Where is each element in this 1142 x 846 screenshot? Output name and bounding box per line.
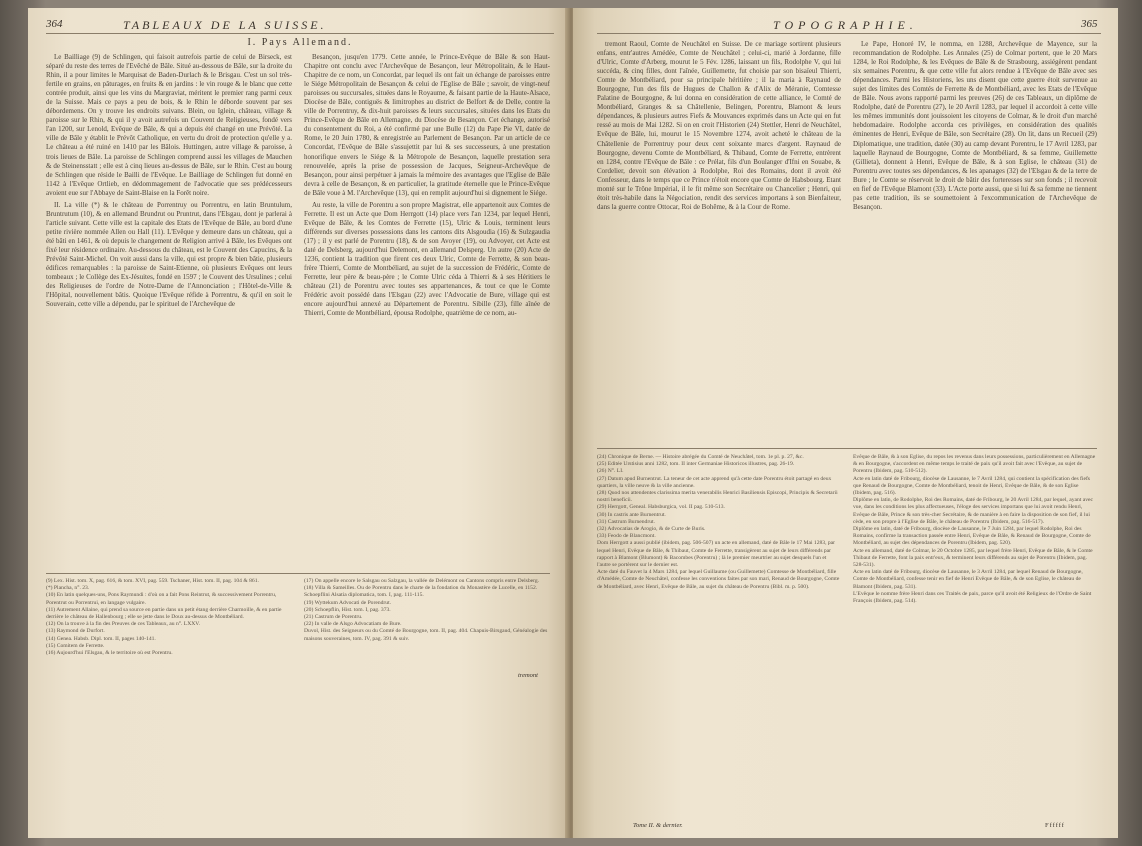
footnote: Acte daté du Fauvet la 4 Mars 1284, par lequel Guillaume (ou Guillemette) Comtesse de Montbéliard, fille d'Amédée, Comte de Neuchâtel, confesse les conventions faites par son mari, Renaud de Bourgogne, Comte de Montbéliard, avec Henri, Evêque de Bâle, au sujet du château de Porentru (Bibl. m. p. 500). bbox=[597, 569, 840, 590]
left-folio: 364 bbox=[46, 18, 63, 30]
header-rule bbox=[46, 33, 554, 34]
left-page bbox=[28, 8, 569, 838]
paragraph: tremont Raoul, Comte de Neuchâtel en Suisse. De ce mariage sortirent plusieurs enfans, entr'autres Amédée, Comte de Neuchâtel ; celui-ci, marié à Jordanne, fille d'Ulric, Comte d'Arberg, mourut le 5 Fév. 1286, laissant un fils, Rodolphe V, qui lui succéda, & cinq filles, dont l'aînée, Guillemette, fut choisie par son bisaïeul Thierri, Comte de Montbéliard, pour sa principale héritière ; il la maria à Raynaud de Bourgogne, l'un des fils de Hugues de Challon & d'Alix de Méranie, Comtesse Palatine de Bourgogne, & lui donna en considération de cette alliance, le Comté de Montbéliard, Granges & sa Châtellenie, Belingen, Porentru, Blamont & leurs dépendances, & plusieurs autres Fiefs & Mouvances exprimés dans un Acte qui en fut ressé au mois de Mai 1282. Si on en croit l'Historien (24) Stettler, Henri de Neuchâtel, Evêque de Bâle, lui, mourut le 15 Novembre 1274, avoit acheté le château de la Châtellenie de Porrentruy pour deux cent soixante marcs d'argent. Raynaud de Bourgogne, devenu Comte de Montbéliard, & Thibaud, Comte de Ferrette, entrèrent en 1284, contre l'Evêque de Bâle : ce Prélat, fils d'un Boulanger d'Ifni en Souabe, & Cordelier, devoit son élévation à Rodolphe, Roi des Romains, dont il avoit été Confesseur, dans le temps que ce Prince n'étoit encore que Comte de Habsbourg. Etant monté sur le Trône Impérial, il le fit même son Secrétaire ou Chancelier ; Henri, qui étoit très-habile dans la Négociation, rendit des services importans à son Bienfaiteur, dans la guerre contre Ottocar, Roi de Bohême, & à la Cour de Rome. bbox=[597, 40, 841, 211]
left-column-2 bbox=[304, 53, 550, 565]
section-title: I. Pays Allemand. bbox=[247, 37, 353, 48]
right-folio: 365 bbox=[1081, 18, 1098, 30]
footnote: (30) In castris ante Burnentrut. bbox=[597, 511, 666, 518]
footnote: (27) Datum apud Burnentrut. La teneur de cet acte apprend qu'à cette date Porentru étoit partagé en deux quartiers, la ville neuve & la ville ancienne. bbox=[597, 475, 832, 489]
catchword: tremont bbox=[518, 672, 538, 679]
right-footnotes-1 bbox=[597, 454, 841, 814]
footnote: (22) In valle de Alsgo Advocatiam de Bure. bbox=[304, 621, 402, 628]
footnote: Acte en allemand, daté de Colmar, le 20 Octobre 1285, par lequel frère Henri, Evêque de Bâle, & le Comte Thibaut de Ferrette, font la paix entr'eux, & terminent leurs différends au sujet de Porentru (Ibidem, pag. 528-531). bbox=[853, 547, 1093, 569]
footnote: Diplôme en latin, daté de Fribourg, diocèse de Lausanne, le 7 Juin 1284, par lequel Rodolphe, Roi des Romains, confirme la transaction passée entre Henri, Evêque de Bâle, & Renaud de Bourgogne, Comte de Montbéliard, au sujet des dépendances de Porentru (Ibidem, pag. 520). bbox=[853, 526, 1091, 547]
footnote: Dom Herrgott a aussi publié (ibidem, pag. 506-507) un acte en allemand, daté de Bâle le 17 Mai 1283, par lequel Henri, Evêque de Bâle, & Thibaut, Comte de Ferrette, transigèrent au sujet de leurs différends par rapport à Blamont (Blumont) & Bacombes (Porentru) ; là le premier meurtrier au sujet desquels l'un et l'autre se portèrent sur le dernier est. bbox=[597, 540, 836, 569]
paragraph: II. La ville (*) & le château de Porrentruy ou Porrentru, en latin Bruntulum, Bruntrutum (10), & en allemand Brundrut ou Pruntrut, dans l'Elsgau, dont je parlerai à l'article suivant. Cette ville est la capitale des Etats de l'Evêque de Bâle, au bord d'une petite rivière nommée Allen ou Hall (11). L'Evêque y demeure dans un château, qui a été bâti en 1461, & où depuis le changement de Religion arrivé à Bâle, les Evêques ont fixé leur résidence ordinaire. Au-dessous du château, est le Couvent des Capucins, & la Prévôté Saint-Michel. On voit aussi dans la ville, qui est propre & bien bâtie, plusieurs édifices remarquables : la paroisse de Saint-Etienne, où plusieurs Evêques ont leurs tombeaux ; le Collège des Ex-Jésuites, fondé en 1597 ; le Couvent des Ursulines ; celui des Religieuses de l'ordre de Notre-Dame de l'Annonciation ; l'Hôtel-de-Ville & l'Hôpital, nouvellement bâtis. Quoique l'Evêque réfide à Porrentru, & qu'il en soit le Souverain, cette ville a dépendu, par le spirituel de l'Archevêque de bbox=[46, 200, 292, 309]
left-footnotes-2 bbox=[304, 578, 550, 668]
footnote: (33) Feodo de Blancmont. bbox=[597, 533, 656, 540]
footnote: (26) N°. LI. bbox=[597, 468, 624, 475]
footnote: (24) Chronique de Berne. — Histoire abrégée du Comté de Neuchâtel, tom. 1e pl. p. 27, &c. bbox=[597, 454, 804, 460]
footnote: Duvol, Hist. des Seigneurs ou du Comté de Bourgogne, tom. II, pag. 404. Chapuis-Birsgaud, Généalogie des maisons souveraines, tom. IV, pag. 391 & suiv. bbox=[304, 628, 548, 642]
footnote: (25) Editée Urstisius anni 1282, tom. II inter Germaniae Historicos illustres, pag. 26-19. bbox=[597, 461, 795, 468]
footnote: Schoepflini Alsatia diplomatica, tom. I, pag. 111-115. bbox=[304, 592, 424, 599]
right-footnotes-2 bbox=[853, 454, 1097, 814]
paragraph: Au reste, la ville de Porentru a son propre Magistrat, elle appartenoit aux Comtes de Ferrette. Il est un Acte que Dom Herrgott (14) place vers l'an 1234, par lequel Henri, Evêque de Bâle, & les Comtes de Ferrette (15), Ulric & Louis, terminent leurs différends sur diverses possessions dans les cantons dits Alsgoudia (16) & Sulzgaudia (17) ; il y est parlé de Porentru (18), & de son Avoyer (19), ou Advoyer, cet Acte est daté de Delsberg, aujourd'hui Delemont, en allemand Delsperg. Un autre (20) Acte de 1236, contient la tradition que firent ces deux Ulric, Comte de Ferrette, & son beau-frère Thierri, Comte de Montbéliard, au sujet de la succession de Frédéric, Comte de Ferrette, leur père & beau-père ; le Comte Ulric céda à Thierri & à ses Héritiers le château (21) de Porentru avec toutes ses appartenances, & tout ce que le Comte Frédéric avoit possédé dans l'Elsgau (22) avec l'Advocatie de Bure, village qui est encore aujourd'hui annexé au Département de Porentru. Sibille (23), fille aînée de Thierri, Comte de Montbéliard, épousa Rodolphe, quatrième de ce nom, au- bbox=[304, 200, 550, 318]
right-column-2 bbox=[853, 40, 1097, 440]
footnote-rule bbox=[46, 573, 550, 574]
footnote: (16) Aujourd'hui l'Elsgau, & le territoire où est Porentru. bbox=[46, 650, 173, 657]
footnote: (18) Villa & Sameilles. Ou de Porentru dans le charte de la fondation du Monastère de Lucelle, en 1152. bbox=[304, 585, 538, 592]
footnote: Acte en latin daté de Fribourg, diocèse de Lausanne, le 3 Avril 1284, par lequel Renaud de Bourgogne, Comte de Montbéliard, confesse tenir en fief de Henri Evêque de Bâle, & de son Eglise, le château de Blamont (Ibidem, pag. 531). bbox=[853, 569, 1083, 590]
footnote: (17) On appelle encore le Salsgau ou Salzgau, la vallée de Delémont ou Cantons compris entre Delsberg. bbox=[304, 578, 540, 584]
footnote: (11) Autrement Allaine, qui prend sa source en partie dans un petit étang derrière Charmoille, & en partie derrière le château de Hallenbourg ; elle se jette dans le Doux au-dessus de Montbéliard. bbox=[46, 606, 282, 621]
left-footnotes-1 bbox=[46, 578, 292, 668]
footnote: (19) Wyttekum Advocati de Porendrut. bbox=[304, 599, 392, 606]
paragraph: Le Bailliage (9) de Schlingen, qui faisoit autrefois partie de celui de Birseck, est séparé du reste des terres de l'Evêché de Bâle. Situé au-dessous de Bâle, sur la droite du Rhin, il a pour limites le Marquisat de Baden-Durlach & le Brisgau. C'est un sol très-fertile en grains, en pâturages, en fruits & en jardins : le vin rouge & le blanc que cette contrée produit, ainsi que les vins du Margraviat, méritent le premier rang parmi ceux de la Suisse. Mais ce pays a peu de bois, & le Rhin le déborde souvent par ses débordemens. On y trouve les endroits suivans. Blein, ou Iglein, château, village & paroisse sur le Rhin, & qui il y avoit autrefois un Couvent de Religieuses, fondé vers l'an 1200, sur Lenold, Evêque de Bâle, & qui a depuis été changé en une Prévôté. La ville de Bâle y établit le Prévôt Catholique, en vertu du droit de protection qu'elle y a. Le château a été ruiné en 1410 par les Bâlois. Huttingen, autre village & paroisse, à trois lieues de Bâle. La paroisse de Schlingen comprend aussi les villages de Mauchen & de Steinensstatt ; elle est à cinq lieues au-dessus de Bâle, sur le Rhin. C'est au bourg de Schlingen que réside le Bailli de l'Evêque. Le Bailliage de Schlingen fut donné en 1142 à l'Evêque Ortlieb, en dédommagement de l'advocatie que ses prédécesseurs avoient eue sur l'Abbaye de Saint-Blaise en la Forêt noire. bbox=[46, 53, 292, 197]
left-column-1 bbox=[46, 53, 292, 565]
footnote: (28) Quod nos attendentes clarissima merita venerabilis Henrici Basiliensis Episcopi, Principis & Secretarii nostri beneficii. bbox=[597, 490, 838, 504]
footnote: (*) Plancha, n°. 23. bbox=[46, 585, 90, 592]
footnote: (29) Herrgott, Geneal. Habsburgica, vol. II pag. 510-513. bbox=[597, 504, 725, 511]
right-column-1 bbox=[597, 40, 841, 440]
footnote: (32) Advocatias de Arogio, & de Curte de Buris. bbox=[597, 526, 706, 533]
right-running-head: TOPOGRAPHIE. bbox=[773, 18, 918, 32]
footnote: Evêque de Bâle, & à son Eglise, du repos les revenus dans leurs possessions, particulièrement en Allemagne & en Bourgogne, s'accordent en même temps le traité de paix qu'il avoit fait avec l'Evêque, au sujet de Porentru (Ibidem, pag. 510-512). bbox=[853, 454, 1096, 475]
footnote: L'Evêque le nomme frère Henri dans ces Traités de paix, parce qu'il avoit été Religieux de l'Ordre de Saint François (Ibidem, pag. 514). bbox=[853, 590, 1092, 605]
footnote: (14) Genea. Habsb. Dipl. tom. II, pages 140-141. bbox=[46, 635, 156, 642]
volume-line: Tome II. & dernier. bbox=[633, 822, 683, 829]
footnote: (12) On la trouve à la fin des Preuves de ces Tableaux, au n°. LXXV. bbox=[46, 621, 201, 628]
left-running-head: TABLEAUX DE LA SUISSE. bbox=[123, 18, 327, 32]
footnote: (20) Schoepflin, Hist. tom. I, pag. 373. bbox=[304, 606, 391, 613]
footnote-rule bbox=[597, 448, 1097, 449]
footnote: (10) En latin quelques-uns, Pons Raymundi : d'où on a fait Pons Reintrut, & successivement Porrentru, Porentrut ou Porrentrui, en langage vulgaire. bbox=[46, 592, 277, 606]
footnote: (9) Lex. Hist. tom. X, pag. 616, & tom. XVI, pag. 559. Tschaner, Hist. tom. II, pag. 104 & 861. bbox=[46, 578, 259, 584]
paragraph: Besançon, jusqu'en 1779. Cette année, le Prince-Evêque de Bâle & son Haut-Chapitre ont conclu avec l'Archevêque de Besançon, leur Métropolitain, & le Haut-Chapitre de ce nom, un Concordat, par lequel ils ont fait un échange de paroisses entre le Siége Métropolitain de Besançon & celui de l'Eglise de Bâle ; savoir, de vingt-neuf paroisses ou succursales, situées dans le Royaume, & faisant partie de la Haute-Alsace, Diocèse de Bâle, contiguës & limitrophes au district de Belfort & de Delle, contre la ville de Porrentruy, & dix-huit paroisses & leurs succursales, situées dans les Etats du Prince-Evêque de Bâle en Allemagne, du Diocèse de Besançon. Cet échange, autorisé du consentement du Roi, a été confirmé par une Bulle (12) du Pape Pie VI, datée de Rome, le 20 Juin 1780, & enregistrée au Parlement de Besançon. Par un article de ce Concordat, l'Evêque de Bâle s'assujettit par lui & ses successeurs, à une prestation honorifique envers le Siége & la Métropole de Besançon, laquelle prestation sera renouvelée, après la prise de possession de Jacques, Seigneur-Archevêque de Besançon, pour ainsi perpétuer à jamais la mémoire des avantages que l'Eglise de Bâle devra à celle de Besançon, & en particulier, la gratitude éternelle que le Prince-Evêque de Bâle voue à M. l'Archevêque (13), qui en remplit aujourd'hui si dignement le Siége. bbox=[304, 53, 550, 197]
signature-mark: Ffffff bbox=[1045, 822, 1065, 829]
footnote: (21) Castrum de Porentru. bbox=[304, 614, 363, 621]
footnote: Acte en latin daté de Fribourg, diocèse de Lausanne, le 7 Avril 1284, qui contient la spécification des fiefs que Renaud de Bourgogne, Comte de Montbéliard, tenoit de Henri, Evêque de Bâle, & de son Eglise (Ibidem, pag. 516). bbox=[853, 475, 1090, 497]
footnote: Diplôme en latin, de Rodolphe, Roi des Romains, daté de Fribourg, le 20 Avril 1284, par lequel, ayant avec vue, dans les conditions les plus affectueuses, l'éloge des services importans que lui avoit rendu Henri, Evêque de Bâle, Prince & son très-cher Secrétaire, & de manière à en faire la disposition de son fief, il lui cède, en son propre à l'Eglise de Bâle, le château de Porentru (Ibidem, pag. 516-517). bbox=[853, 497, 1093, 525]
footnote: (13) Raymond de Durfort. bbox=[46, 628, 105, 635]
right-page bbox=[573, 8, 1118, 838]
paragraph: Le Pape, Honoré IV, le nomma, en 1288, Archevêque de Mayence, sur la recommandation de Rodolphe. Les Annales (25) de Colmar portent, que le 20 Mars 1284, le Roi Rodolphe, & les Evêques de Bâle & de Strasbourg, assiégèrent pendant six semaines Porentru, & que cette ville fut alors rendue à l'Evêque de Bâle avec ses dépendances. Parmi les Historiens, les uns disent que cette guerre étoit survenue au sujet des limites des Comtés de Ferrette & de Montbéliard, avec les Etats de l'Evêque de Bâle. Nous avons rapporté parmi les preuves (26) de ces Tableaux, un diplôme de Rodolphe, daté de Porentru (27), le 20 Avril 1283, par lequel il accordoit à cette ville les mêmes immunités dont jouissoient les citoyens de Colmar, & le droit d'un marché hebdomadaire. Rodolphe accorda ces privilèges, en considération des qualités éminentes de Henri, Evêque de Bâle, son Secrétaire (28). On lit, dans un Recueil (29) Diplomatique, une tradition, datée (30) au camp devant Porentru, le 17 Avril 1283, par laquelle Raynaud de Bourgogne, Comte de Montbéliard, & sa femme, Guillemette (Gillieta), donnent à Henri, Evêque de Bâle, & à son Eglise, le château (31) de Porentru avec toutes ses dépendances, & les apanages (32) de l'Elsgau & de la terre de Bure ; le Comte se réservoit le droit de bâtir des forteresses sur son fonds ; il recevoit en fief de l'Evêque Blamont (33). L'Acte porte aussi, que si lui & sa femme ne tiennent pas cette tradition, ils se soumettoient à l'excommunication de l'Archevêque de Besançon. bbox=[853, 40, 1097, 211]
footnote: (31) Castrum Burnendrut. bbox=[597, 518, 655, 525]
footnote: (15) Comitem de Ferrette. bbox=[46, 642, 105, 649]
header-rule bbox=[597, 33, 1101, 34]
